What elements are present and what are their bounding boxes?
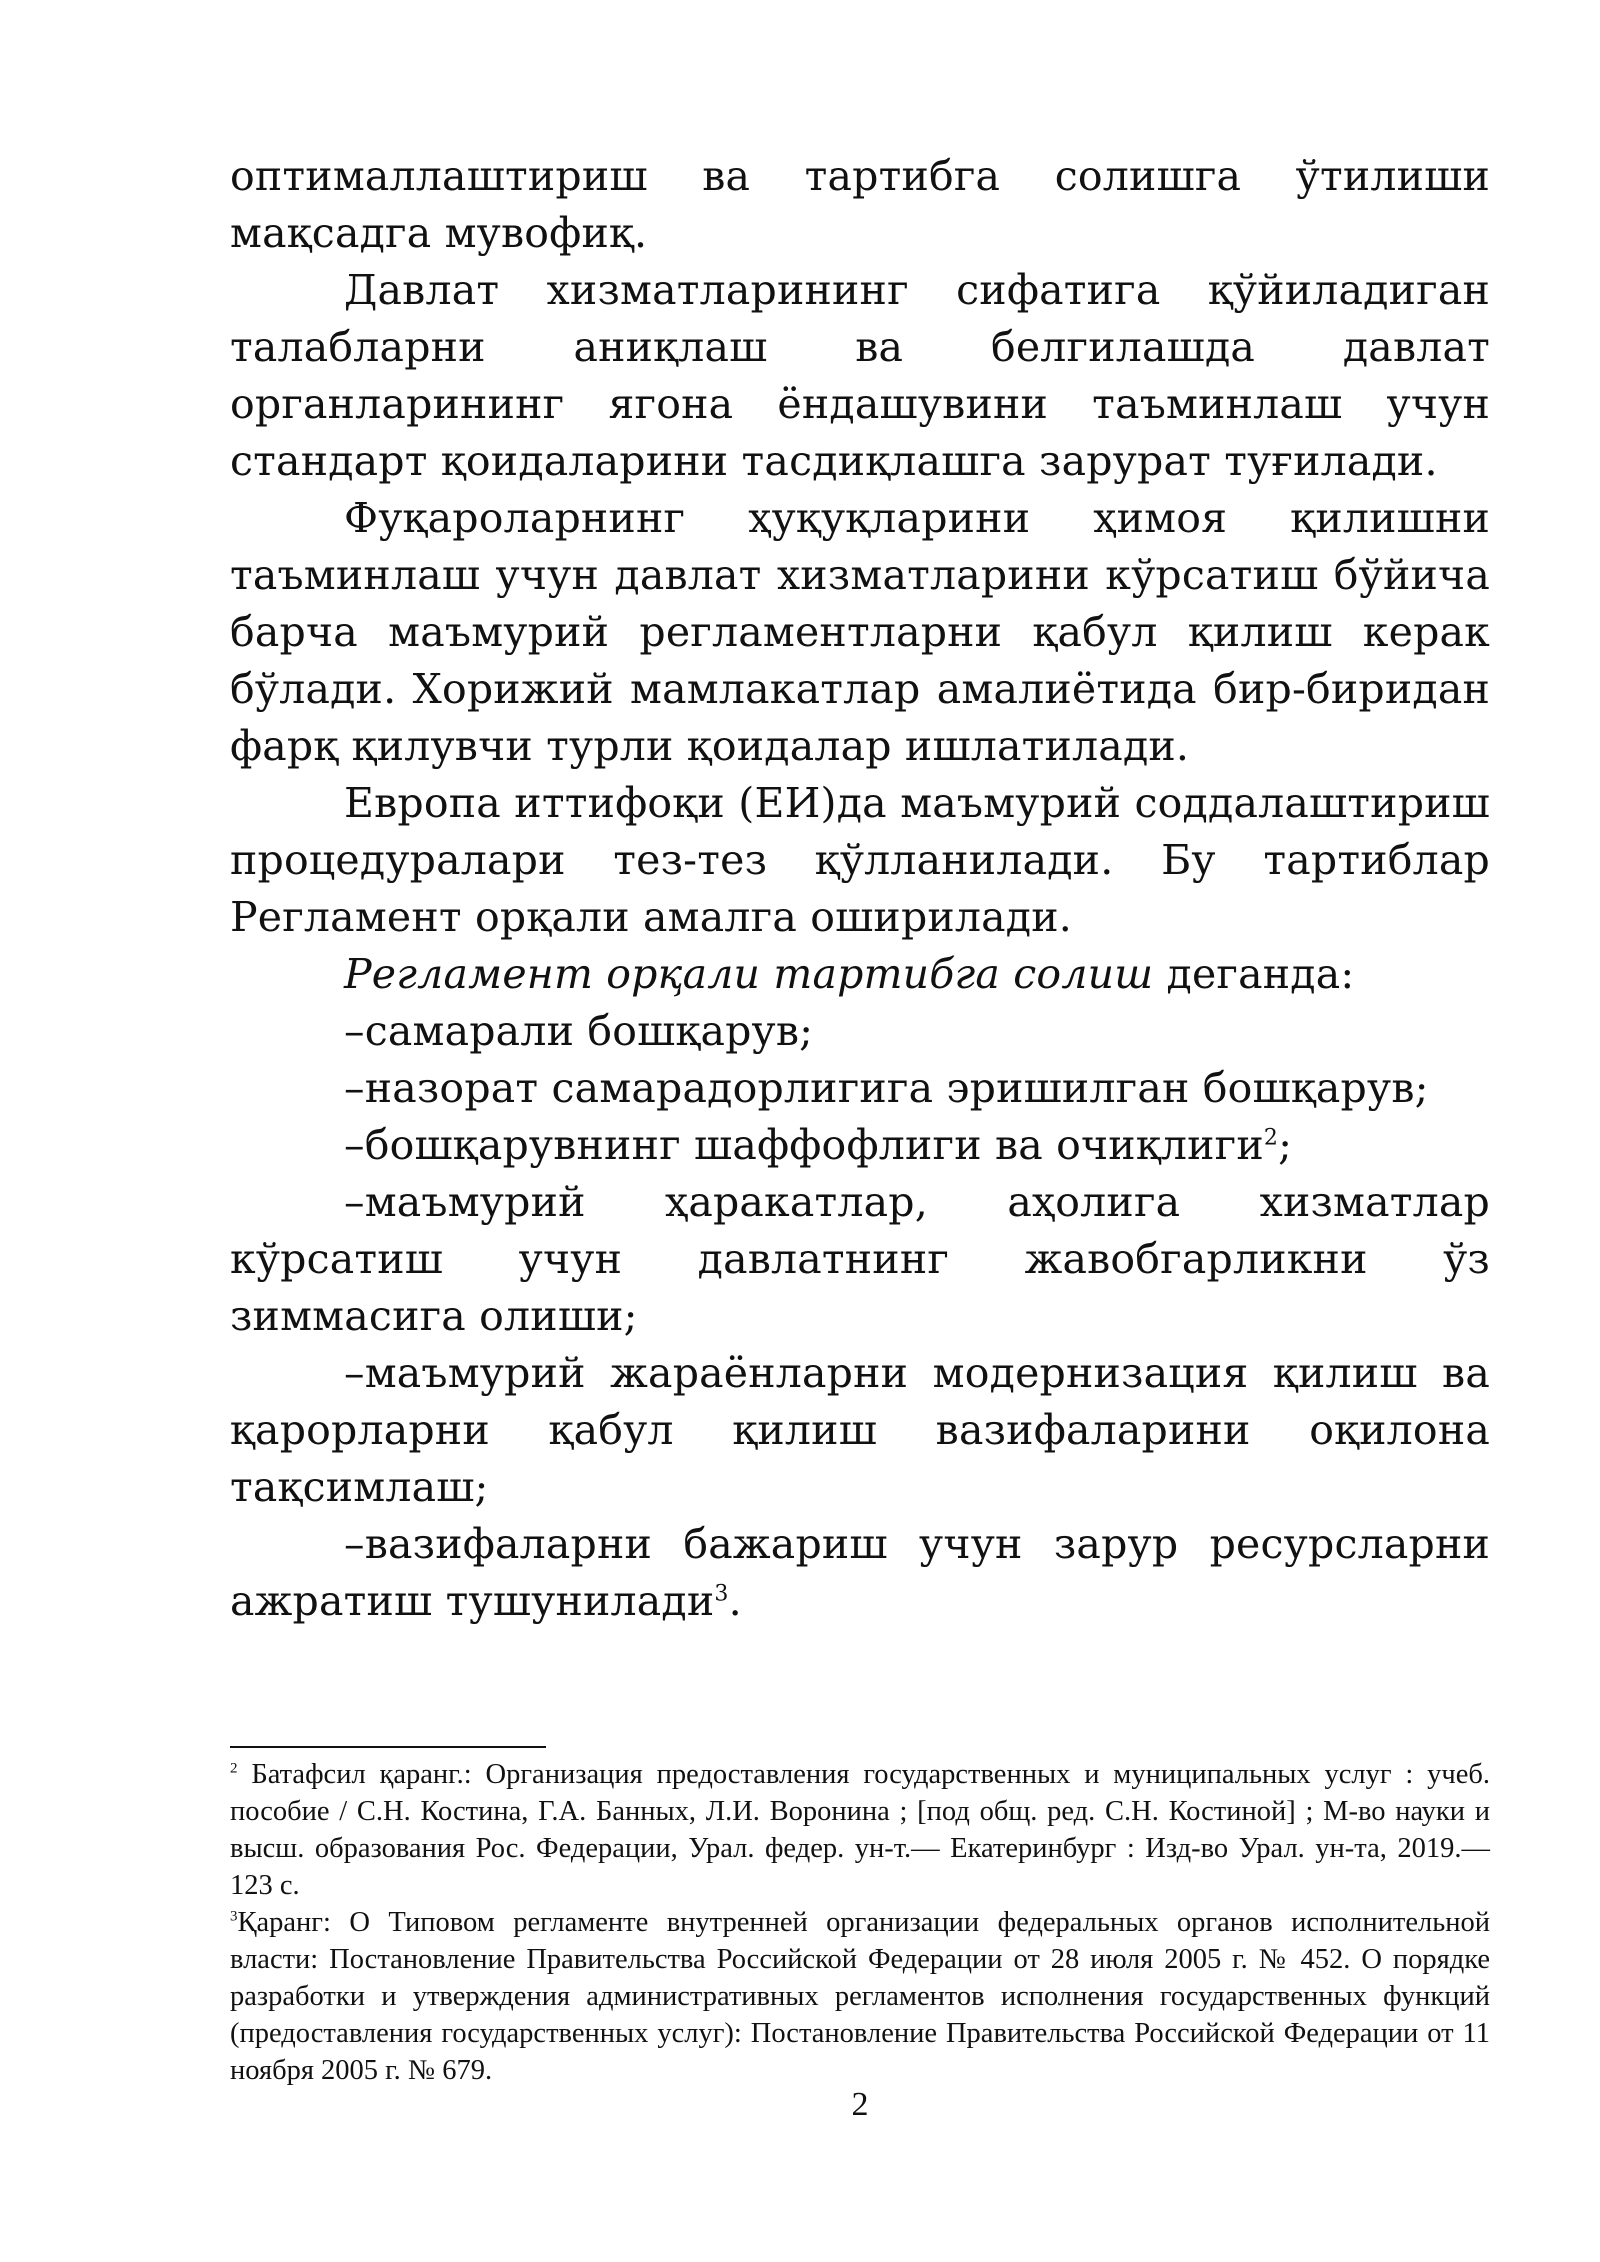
list-item-tail: ;: [1278, 1121, 1293, 1169]
paragraph-5: [230, 946, 1490, 1003]
list-item: –маъмурий ҳаракатлар, аҳолига хизматлар кўрсатиш учун давлатнинг жавобгарликни ўз зиммасига олиши;: [230, 1178, 1490, 1340]
page-number: 2: [851, 2086, 869, 2123]
footnotes: [230, 1756, 1490, 2089]
footnote-text: Қаранг: О Типовом регламенте внутренней организации федеральных органов исполнительной власти: Постановление Правительства Российской Федерации от 28 июля 2005 г. № 452. О порядке разработки и утверждения административных регламентов исполнения государственных функций (предоставления государственных услуг): Постановление Правительства Российской Федерации от 11 ноября 2005 г. № 679.: [230, 1907, 1490, 2086]
list-item-text: –вазифаларни бажариш учун зарур ресурсларни ажратиш тушунилади: [230, 1520, 1490, 1625]
list-item: [230, 1117, 1490, 1174]
italic-term: Регламент орқали тартибга солиш: [344, 950, 1154, 998]
page-body: [230, 148, 1490, 1630]
main-text: [230, 148, 1490, 1630]
footnote-2: [230, 1756, 1490, 1904]
footnote-ref: 3: [714, 1581, 729, 1607]
paragraph-4: Европа иттифоқи (ЕИ)да маъмурий соддалаштириш процедуралари тез-тез қўлланилади. Бу тартиблар Регламент орқали амалга оширилади.: [230, 779, 1490, 941]
paragraph-1: оптималлаштириш ва тартибга солишга ўтилиши мақсадга мувофиқ.: [230, 152, 1490, 257]
list-item-text: –бошқарувнинг шаффофлиги ва очиқлиги: [344, 1121, 1264, 1169]
footnote-divider: [230, 1746, 546, 1748]
list-item-tail: .: [728, 1577, 742, 1625]
paragraph-2: Давлат хизматларининг сифатига қўйиладиган талабларни аниқлаш ва белгилашда давлат органларининг ягона ёндашувини таъминлаш учун стандарт қоидаларини тасдиқлашга зарурат туғилади.: [230, 266, 1490, 485]
list-item: –самарали бошқарув;: [344, 1007, 814, 1055]
list-item: –назорат самарадорлигига эришилган бошқарув;: [344, 1064, 1429, 1112]
footnote-mark: 3: [230, 1908, 238, 1925]
footnote-mark: 2: [230, 1760, 238, 1777]
footnote-ref: 2: [1263, 1125, 1279, 1151]
paragraph-5-rest: деганда:: [1153, 950, 1355, 998]
paragraph-3: Фуқароларнинг ҳуқуқларини ҳимоя қилишни таъминлаш учун давлат хизматларини кўрсатиш бўйича барча маъмурий регламентларни қабул қилиш керак бўлади. Хорижий мамлакатлар амалиётида бир-биридан фарқ қилувчи турли қоидалар ишлатилади.: [230, 494, 1490, 770]
footnote-text: Батафсил қаранг.: Организация предоставления государственных и муниципальных услуг : учеб. пособие / С.Н. Костина, Г.А. Банных, Л.И. Воронина ; [под общ. ред. С.Н. Костиной] ; М-во науки и высш. образования Рос. Федерации, Урал. федер. ун-т.— Екатеринбург : Изд-во Урал. ун-та, 2019.— 123 с.: [230, 1759, 1490, 1901]
list-item: [230, 1516, 1490, 1630]
footnote-3: [230, 1904, 1490, 2089]
list-item: –маъмурий жараёнларни модернизация қилиш ва қарорларни қабул қилиш вазифаларини оқилона тақсимлаш;: [230, 1349, 1490, 1511]
